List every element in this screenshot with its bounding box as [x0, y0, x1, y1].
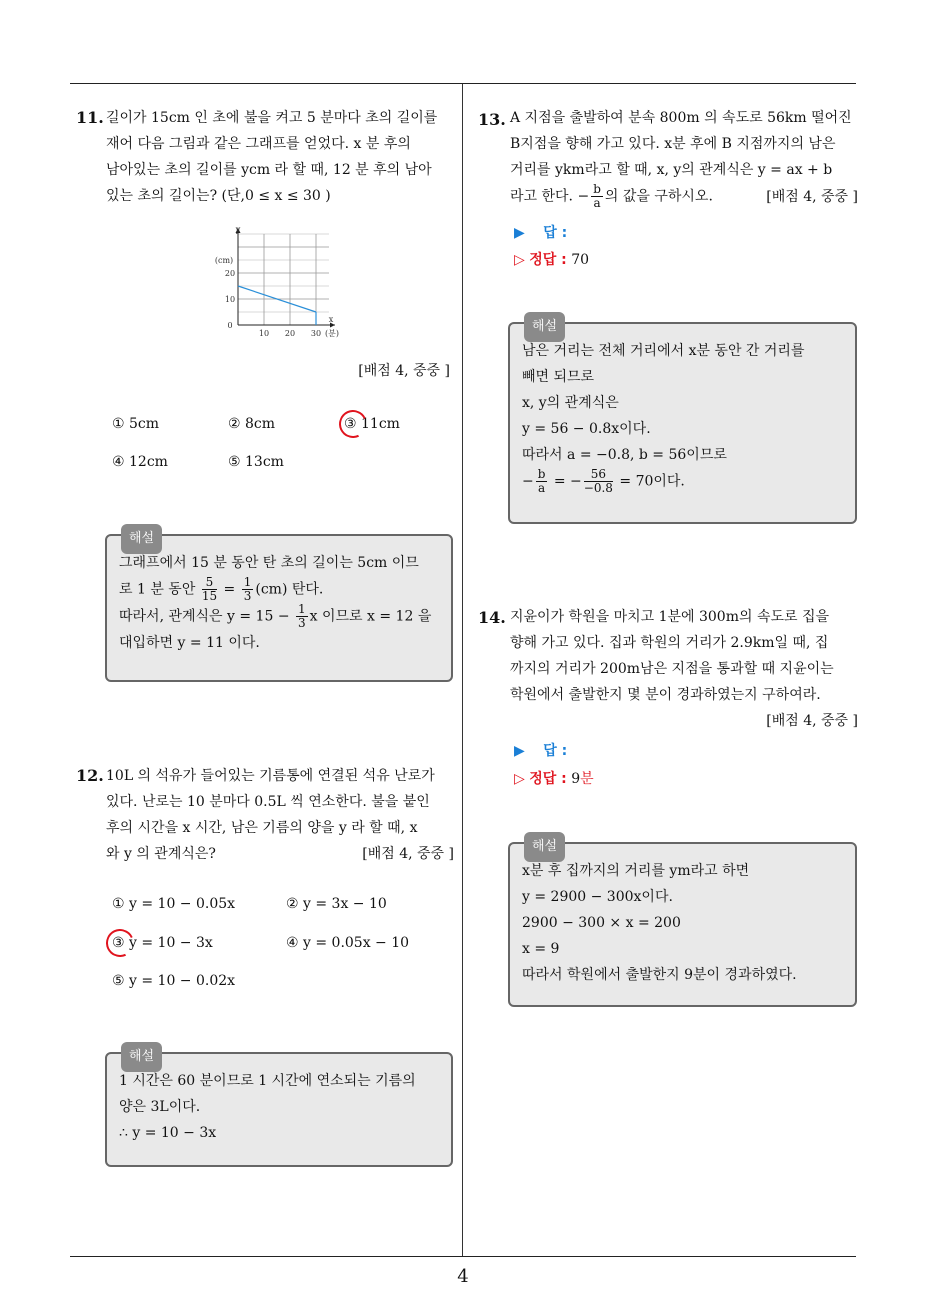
q11-option-3[interactable]: ③ 11cm	[344, 416, 400, 432]
q12-line: 10L 의 석유가 들어있는 기름통에 연결된 석유 난로가	[106, 768, 435, 784]
q13-ex-line: y = 56 − 0.8x이다.	[522, 421, 651, 437]
y-tick-label: 20	[224, 269, 236, 278]
q13-question	[510, 105, 858, 210]
q11-explanation-label: 해설	[121, 524, 162, 554]
q12-option-3[interactable]: ③ y = 10 − 3x	[112, 935, 213, 951]
q14-question	[510, 604, 858, 734]
q14-line: 지윤이가 학원을 마치고 1분에 300m의 속도로 집을	[510, 609, 830, 625]
q13-correct-label: 정답 :	[529, 252, 567, 268]
q14-ex-line: x분 후 집까지의 거리를 ym라고 하면	[522, 863, 750, 879]
q14-number: 14.	[478, 608, 506, 627]
fraction-den: 3	[243, 589, 252, 603]
fraction-num: b	[593, 182, 601, 196]
column-divider	[462, 84, 463, 1256]
x-axis-unit: (분)	[325, 329, 339, 338]
q12-option-1[interactable]: ① y = 10 − 0.05x	[112, 896, 236, 912]
q14-answer-label: 답 :	[543, 743, 568, 759]
q12-option-2[interactable]: ② y = 3x − 10	[286, 896, 387, 912]
q11-ex-line1: 그래프에서 15 분 동안 탄 초의 길이는 5cm 이므	[119, 555, 419, 571]
q12-line: 있다. 난로는 10 분마다 0.5L 씩 연소한다. 불을 붙인	[106, 794, 430, 810]
x-axis-letter: x	[328, 315, 334, 324]
x-tick-label: 10	[258, 329, 270, 338]
q14-line: 까지의 거리가 200m남은 지점을 통과할 때 지윤이는	[510, 661, 834, 677]
fraction-den: a	[593, 196, 601, 210]
q12-ex-line: ∴ y = 10 − 3x	[119, 1125, 217, 1141]
fraction	[584, 468, 613, 495]
page-number: 4	[457, 1266, 469, 1287]
q14-ex-line: y = 2900 − 300x이다.	[522, 889, 673, 905]
q12-last-line	[106, 841, 454, 867]
fraction	[296, 603, 308, 630]
q13-line: B지점을 향해 가고 있다. x분 후에 B 지점까지의 남은	[510, 136, 836, 152]
fraction-den: a	[538, 481, 546, 495]
q13-ex-line: 따라서 a = −0.8, b = 56이므로	[522, 447, 727, 463]
q13-answer-row	[514, 222, 567, 242]
q13-ex-text: = −	[549, 473, 582, 490]
q11-explanation	[105, 531, 453, 682]
q13-ex-line: 빼면 되므로	[522, 369, 595, 385]
q11-option-1[interactable]: ① 5cm	[112, 416, 160, 432]
q11-ex-line3	[119, 603, 439, 630]
q11-line: 남아있는 초의 길이를 ycm 라 할 때, 12 분 후의 남아	[106, 162, 432, 178]
y-tick-label: 10	[224, 295, 236, 304]
q11-line: 길이가 15cm 인 초에 불을 켜고 5 분마다 초의 길이를	[106, 110, 438, 126]
fraction-den: −0.8	[583, 481, 613, 495]
correct-arrow-icon: ▷	[514, 252, 525, 268]
q13-line	[510, 183, 713, 210]
q13-ex-line: 남은 거리는 전체 거리에서 x분 동안 간 거리를	[522, 343, 805, 359]
q14-correct-value: 9	[571, 771, 581, 787]
x-tick-label: 20	[284, 329, 296, 338]
q14-line: 향해 가고 있다. 집과 학원의 거리가 2.9km일 때, 집	[510, 635, 829, 651]
q11-number: 11.	[76, 108, 104, 127]
q12-number: 12.	[76, 766, 104, 785]
q14-ex-line: 따라서 학원에서 출발한지 9분이 경과하였다.	[522, 967, 797, 983]
q11-option-4[interactable]: ④ 12cm	[112, 454, 168, 470]
q12-explanation-label: 해설	[121, 1042, 162, 1072]
q13-text: 라고 한다. −	[510, 188, 590, 205]
fraction	[536, 468, 548, 495]
q13-last-line	[510, 183, 858, 210]
fraction-num: 5	[202, 576, 217, 590]
q13-line: 거리를 ykm라고 할 때, x, y의 관계식은 y = ax + b	[510, 162, 833, 178]
q13-correct-value: 70	[571, 252, 590, 268]
q11-ex-text: 따라서, 관계식은 y = 15 −	[119, 608, 295, 625]
q14-line: 학원에서 출발한지 몇 분이 경과하였는지 구하여라.	[510, 687, 821, 703]
q14-correct-unit: 분	[580, 771, 594, 787]
q13-answer-label: 답 :	[543, 225, 568, 241]
q13-ex-text: = 70이다.	[614, 473, 685, 490]
fraction-num: 56	[584, 468, 613, 482]
q12-ex-line: 양은 3L이다.	[119, 1099, 201, 1115]
y-axis-unit: (cm)	[214, 256, 234, 265]
q11-answer-mark	[335, 406, 371, 442]
q11-option-5[interactable]: ⑤ 13cm	[228, 454, 284, 470]
q12-meta: [배점 4, 중중 ]	[362, 846, 454, 862]
q11-option-2[interactable]: ② 8cm	[228, 416, 276, 432]
q11-line: 재어 다음 그림과 같은 그래프를 얻었다. x 분 후의	[106, 136, 411, 152]
q12-option-5[interactable]: ⑤ y = 10 − 0.02x	[112, 973, 236, 989]
q14-ex-line: 2900 − 300 × x = 200	[522, 915, 681, 931]
bottom-rule	[70, 1256, 856, 1257]
q11-meta-wrap	[300, 358, 450, 384]
answer-arrow-icon: ▶	[514, 743, 525, 759]
fraction-num: 1	[298, 602, 306, 616]
q13-explanation	[508, 319, 857, 524]
q12-ex-line: 1 시간은 60 분이므로 1 시간에 연소되는 기름의	[119, 1073, 416, 1089]
q12-explanation	[105, 1049, 453, 1167]
q11-ex-text: =	[219, 581, 240, 598]
fraction-num: 1	[243, 575, 252, 589]
q13-text: 의 값을 구하시오.	[604, 188, 713, 205]
q14-explanation	[508, 839, 857, 1007]
q12-option-4[interactable]: ④ y = 0.05x − 10	[286, 935, 410, 951]
q13-correct-row	[514, 249, 589, 269]
q12-answer-mark	[102, 925, 138, 961]
x-tick-label: 30	[310, 329, 322, 338]
q11-ex-text: x 이므로 x = 12 을	[309, 608, 432, 625]
q13-ex-line: x, y의 관계식은	[522, 395, 619, 411]
q12-line: 와 y 의 관계식은?	[106, 846, 216, 862]
fraction-num: b	[537, 467, 546, 481]
q13-ex-text: −	[522, 473, 534, 490]
q14-answer-row	[514, 740, 567, 760]
q11-graph	[200, 222, 350, 342]
q11-line: 있는 초의 길이는? (단,0 ≤ x ≤ 30 )	[106, 188, 331, 204]
fraction	[242, 576, 254, 603]
q13-ex-last	[522, 468, 843, 495]
fraction	[591, 183, 603, 210]
q11-ex-line4: 대입하면 y = 11 이다.	[119, 635, 260, 651]
fraction-den: 3	[298, 616, 306, 630]
q13-meta: [배점 4, 중중 ]	[766, 188, 858, 205]
q11-question	[106, 105, 454, 209]
q13-explanation-label: 해설	[524, 312, 565, 342]
origin-label: 0	[227, 321, 233, 330]
q14-correct-label: 정답 :	[529, 771, 567, 787]
q14-correct-row	[514, 768, 594, 788]
q12-line: 후의 시간을 x 시간, 남은 기름의 양을 y 라 할 때, x	[106, 820, 418, 836]
fraction	[202, 576, 217, 603]
q11-meta: [배점 4, 중중 ]	[358, 363, 450, 379]
q11-ex-text: 로 1 분 동안	[119, 581, 200, 598]
fraction-den: 15	[201, 589, 218, 603]
q11-ex-text: (cm) 탄다.	[255, 581, 324, 598]
q14-explanation-label: 해설	[524, 832, 565, 862]
q13-line: A 지점을 출발하여 분속 800m 의 속도로 56km 떨어진	[510, 110, 852, 126]
answer-arrow-icon: ▶	[514, 225, 525, 241]
q14-meta: [배점 4, 중중 ]	[766, 713, 858, 729]
top-rule	[70, 83, 856, 84]
q11-ex-line2	[119, 576, 439, 603]
y-axis-letter: y	[235, 225, 241, 234]
q14-ex-line: x = 9	[522, 941, 560, 957]
correct-arrow-icon: ▷	[514, 771, 525, 787]
q13-number: 13.	[478, 110, 506, 129]
q12-question	[106, 763, 454, 867]
